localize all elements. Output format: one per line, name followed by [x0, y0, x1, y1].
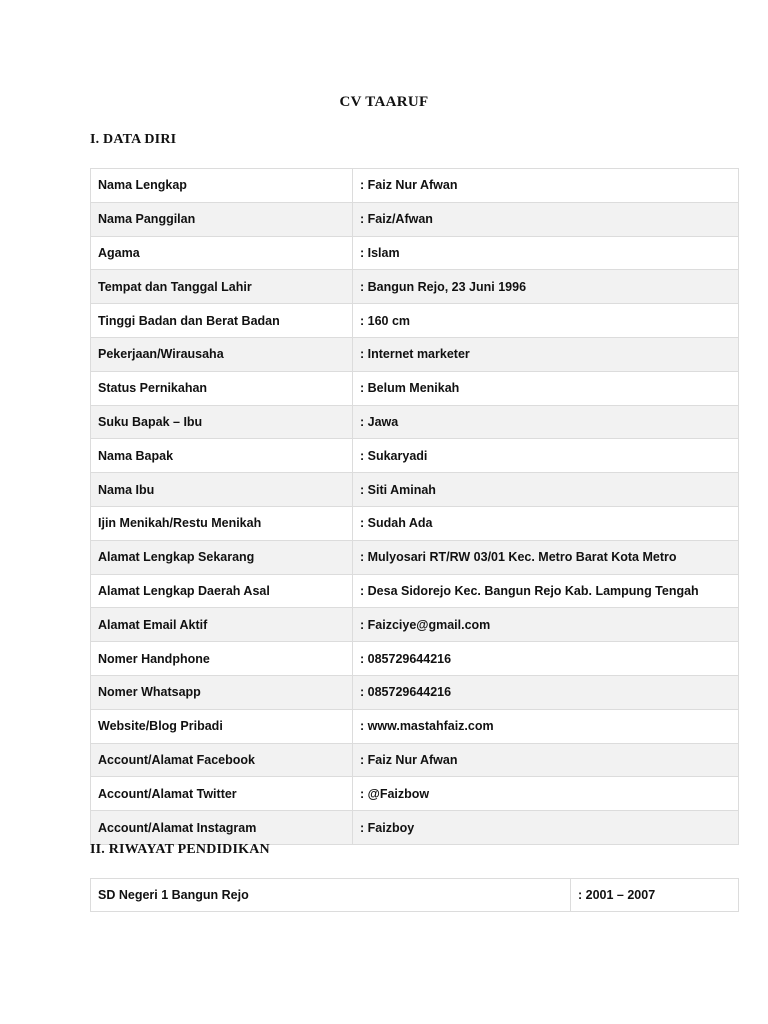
table-row — [91, 304, 739, 338]
field-value: : Faizboy — [353, 811, 739, 845]
field-value: : Faiz Nur Afwan — [353, 169, 739, 203]
table-row — [91, 270, 739, 304]
document-title: CV TAARUF — [339, 94, 429, 110]
field-label: Alamat Lengkap Sekarang — [91, 540, 353, 574]
field-value: : Internet marketer — [353, 337, 739, 371]
field-label: Suku Bapak – Ibu — [91, 405, 353, 439]
field-value: : Islam — [353, 236, 739, 270]
table-row — [91, 642, 739, 676]
table-row — [91, 371, 739, 405]
field-value: : Sudah Ada — [353, 506, 739, 540]
field-label: Account/Alamat Twitter — [91, 777, 353, 811]
field-label: Nama Ibu — [91, 473, 353, 507]
field-value: : Bangun Rejo, 23 Juni 1996 — [353, 270, 739, 304]
field-label: Nama Bapak — [91, 439, 353, 473]
table-row — [91, 743, 739, 777]
field-value: : Faiz Nur Afwan — [353, 743, 739, 777]
field-label: Alamat Email Aktif — [91, 608, 353, 642]
field-label: Website/Blog Pribadi — [91, 709, 353, 743]
table-row — [91, 439, 739, 473]
field-value: : Jawa — [353, 405, 739, 439]
field-label: Nomer Whatsapp — [91, 675, 353, 709]
field-value: : @Faizbow — [353, 777, 739, 811]
table-row — [91, 337, 739, 371]
table-row — [91, 811, 739, 845]
section-heading-riwayat-pendidikan: II. RIWAYAT PENDIDIKAN — [90, 842, 270, 857]
field-value: : Desa Sidorejo Kec. Bangun Rejo Kab. Lampung Tengah — [353, 574, 739, 608]
table-row — [91, 608, 739, 642]
field-value: : Mulyosari RT/RW 03/01 Kec. Metro Barat Kota Metro — [353, 540, 739, 574]
table-row — [91, 574, 739, 608]
table-row — [91, 473, 739, 507]
field-label: Nomer Handphone — [91, 642, 353, 676]
field-label: Account/Alamat Facebook — [91, 743, 353, 777]
school-name: SD Negeri 1 Bangun Rejo — [91, 879, 571, 912]
field-value: : Belum Menikah — [353, 371, 739, 405]
field-label: Alamat Lengkap Daerah Asal — [91, 574, 353, 608]
education-table-body — [91, 879, 739, 912]
table-row — [91, 405, 739, 439]
field-label: Pekerjaan/Wirausaha — [91, 337, 353, 371]
field-value: : Faizciye@gmail.com — [353, 608, 739, 642]
school-years: : 2001 – 2007 — [571, 879, 739, 912]
section-heading-data-diri: I. DATA DIRI — [90, 132, 177, 147]
education-table — [90, 878, 739, 912]
field-value: : Sukaryadi — [353, 439, 739, 473]
personal-data-table-body — [91, 169, 739, 845]
field-value: : Faiz/Afwan — [353, 202, 739, 236]
field-label: Tempat dan Tanggal Lahir — [91, 270, 353, 304]
field-value: : Siti Aminah — [353, 473, 739, 507]
field-label: Tinggi Badan dan Berat Badan — [91, 304, 353, 338]
table-row — [91, 202, 739, 236]
personal-data-table — [90, 168, 739, 845]
table-row — [91, 236, 739, 270]
table-row — [91, 709, 739, 743]
table-row — [91, 675, 739, 709]
table-row — [91, 777, 739, 811]
field-value: : www.mastahfaiz.com — [353, 709, 739, 743]
field-label: Account/Alamat Instagram — [91, 811, 353, 845]
field-label: Ijin Menikah/Restu Menikah — [91, 506, 353, 540]
field-value: : 085729644216 — [353, 642, 739, 676]
field-value: : 160 cm — [353, 304, 739, 338]
table-row — [91, 540, 739, 574]
field-value: : 085729644216 — [353, 675, 739, 709]
table-row — [91, 506, 739, 540]
field-label: Nama Panggilan — [91, 202, 353, 236]
field-label: Status Pernikahan — [91, 371, 353, 405]
field-label: Agama — [91, 236, 353, 270]
table-row — [91, 169, 739, 203]
table-row — [91, 879, 739, 912]
field-label: Nama Lengkap — [91, 169, 353, 203]
